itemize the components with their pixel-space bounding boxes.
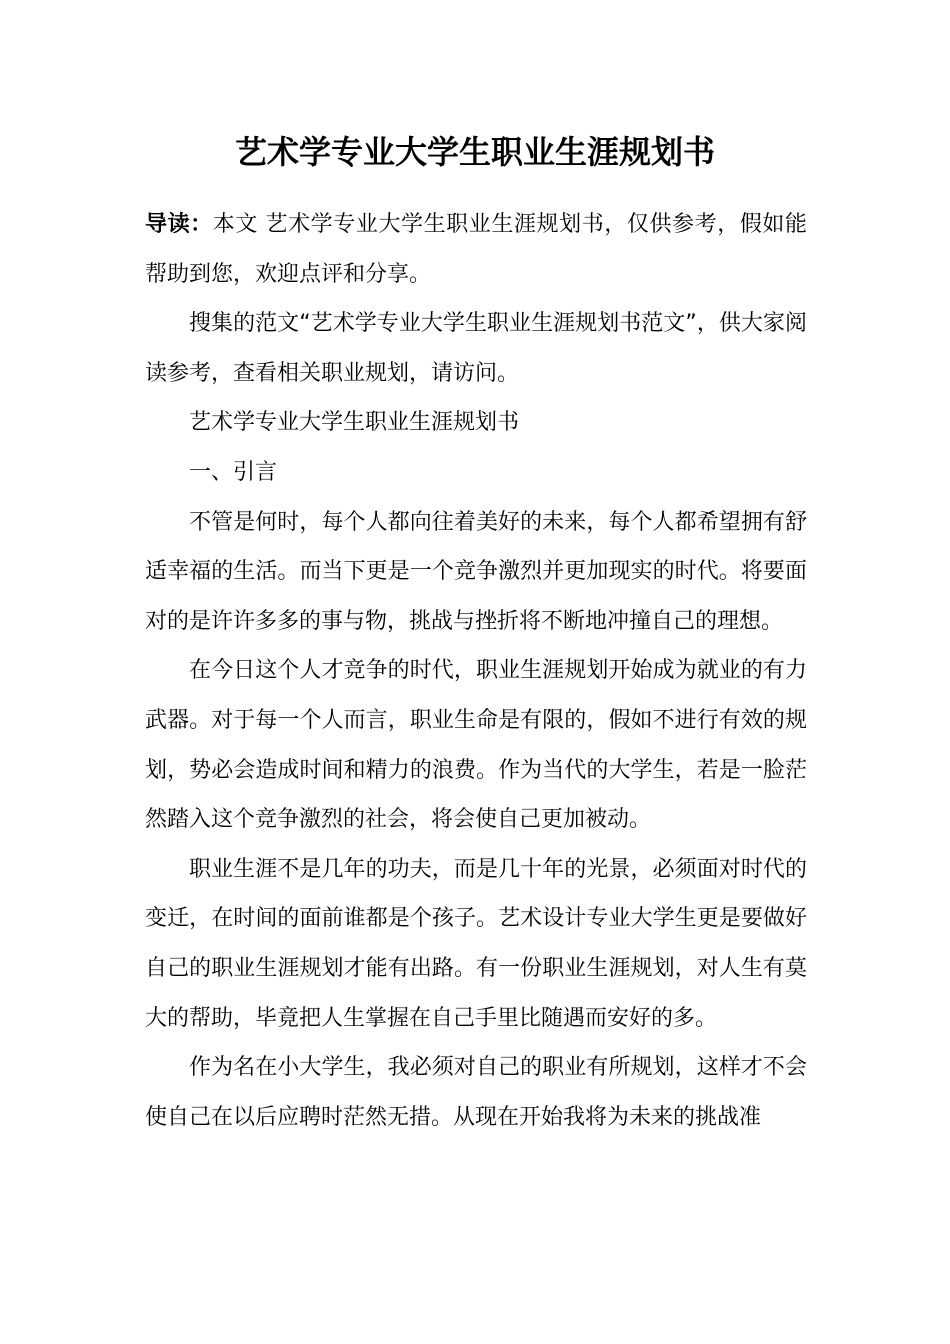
paragraph-subtitle: 艺术学专业大学生职业生涯规划书 — [189, 410, 520, 436]
section-heading-introduction: 一、引言 — [189, 459, 278, 485]
paragraph-source-note: 搜集的范文“艺术学专业大学生职业生涯规划书范文”，供大家阅读参考，查看相关职业规划，请访问。 — [145, 311, 807, 386]
paragraph-planning: 作为名在小大学生，我必须对自己的职业有所规划，这样才不会使自己在以后应聘时茫然无措。从现在开始我将为未来的挑战准 — [145, 1055, 807, 1130]
lead-text: 本文 艺术学专业大学生职业生涯规划书，仅供参考，假如能帮助到您，欢迎点评和分享。 — [145, 212, 807, 287]
document-body — [145, 200, 807, 1142]
lead-label: 导读： — [145, 212, 213, 237]
lead-paragraph — [145, 200, 807, 299]
paragraph-future: 不管是何时，每个人都向往着美好的未来，每个人都希望拥有舒适幸福的生活。而当下更是一个竞争激烈并更加现实的时代。将要面对的是许许多多的事与物，挑战与挫折将不断地冲撞自己的理想。 — [145, 509, 807, 634]
paragraph-career-span: 职业生涯不是几年的功夫，而是几十年的光景，必须面对时代的变迁，在时间的面前谁都是个孩子。艺术设计专业大学生更是要做好自己的职业生涯规划才能有出路。有一份职业生涯规划，对人生有莫大的帮助，毕竟把人生掌握在自己手里比随遇而安好的多。 — [145, 856, 807, 1031]
document-title: 艺术学专业大学生职业生涯规划书 — [234, 133, 715, 171]
paragraph-competition: 在今日这个人才竞争的时代，职业生涯规划开始成为就业的有力武器。对于每一个人而言，职业生命是有限的，假如不进行有效的规划，势必会造成时间和精力的浪费。作为当代的大学生，若是一脸茫然踏入这个竞争激烈的社会，将会使自己更加被动。 — [145, 658, 807, 833]
